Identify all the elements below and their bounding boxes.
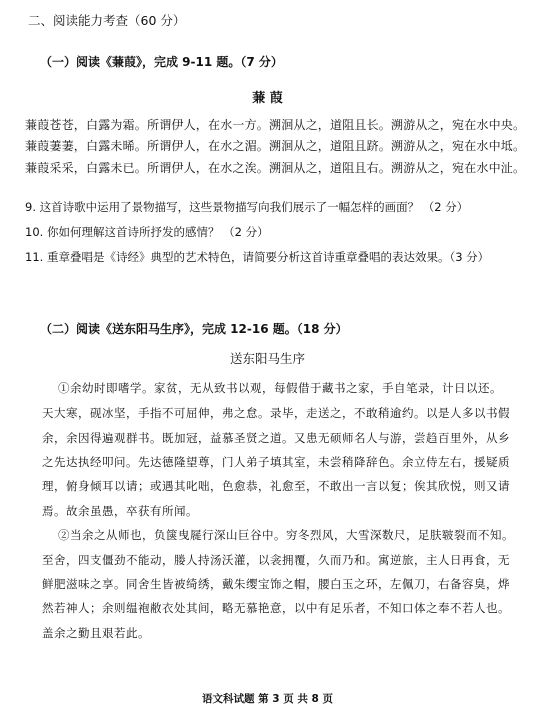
question-9: 9. 这首诗歌中运用了景物描写，这些景物描写向我们展示了一幅怎样的画面？ （2 分） (25, 200, 469, 214)
prose-line: ①余幼时即嗜学。家贫，无从致书以观，每假借于藏书之家，手自笔录，计日以还。 (58, 381, 502, 395)
poem-line: 蒹葭苍苍，白露为霜。所谓伊人，在水一方。溯洄从之，道阻且长。溯游从之，宛在水中央。 (25, 118, 526, 132)
prose-line: 理，俯身倾耳以请；或遇其叱咄，色愈恭，礼愈至，不敢出一言以复；俟其欣悦，则又请 (42, 479, 510, 493)
poem-line: 蒹葭萋萋，白露未晞。所谓伊人，在水之湄。溯洄从之，道阻且跻。溯游从之，宛在水中坻。 (25, 139, 526, 153)
prose-line: 鲜肥滋味之享。同舍生皆被绮绣，戴朱缨宝饰之帽，腰白玉之环，左佩刀，右备容臭，烨 (42, 577, 510, 591)
prose-line: ②当余之从师也，负箧曳屣行深山巨谷中。穷冬烈风，大雪深数尺，足肤皲裂而不知。 (58, 528, 514, 542)
text-title: 送东阳马生序 (229, 351, 305, 366)
question-11: 11. 重章叠唱是《诗经》典型的艺术特色，请简要分析这首诗重章叠唱的表达效果。（3 分） (25, 250, 490, 264)
poem-title: 蒹 葭 (252, 91, 283, 106)
poem-line: 蒹葭采采，白露未已。所谓伊人，在水之涘。溯洄从之，道阻且右。溯游从之，宛在水中沚。 (25, 161, 526, 175)
prose-line: 盖余之勤且艰若此。 (42, 626, 150, 640)
question-10: 10. 你如何理解这首诗所抒发的感情？ （2 分） (25, 225, 269, 239)
prose-line: 然若神人；余则缊袍敝衣处其间，略无慕艳意，以中有足乐者，不知口体之奉不若人也。 (42, 601, 510, 615)
prose-line: 余，余因得遍观群书。既加冠，益慕圣贤之道。又患无硕师名人与游，尝趋百里外，从乡 (42, 431, 510, 445)
part1-heading: （一）阅读《蒹葭》，完成 9-11 题。（7 分） (40, 55, 283, 69)
prose-line: 至舍，四支僵劲不能动，媵人持汤沃灌，以衾拥覆，久而乃和。寓逆旅，主人日再食，无 (42, 553, 510, 567)
part2-heading: （二）阅读《送东阳马生序》，完成 12-16 题。（18 分） (40, 322, 348, 336)
page-footer: 语文科试题 第 3 页 共 8 页 (201, 693, 334, 705)
section-heading: 二、阅读能力考查（60 分） (28, 13, 186, 28)
prose-line: 焉。故余虽愚，卒获有所闻。 (42, 504, 198, 518)
prose-line: 之先达执经叩问。先达德隆望尊，门人弟子填其室，未尝稍降辞色。余立侍左右，援疑质 (42, 455, 510, 469)
prose-line: 天大寒，砚冰坚，手指不可屈伸，弗之怠。录毕，走送之，不敢稍逾约。以是人多以书假 (42, 406, 510, 420)
